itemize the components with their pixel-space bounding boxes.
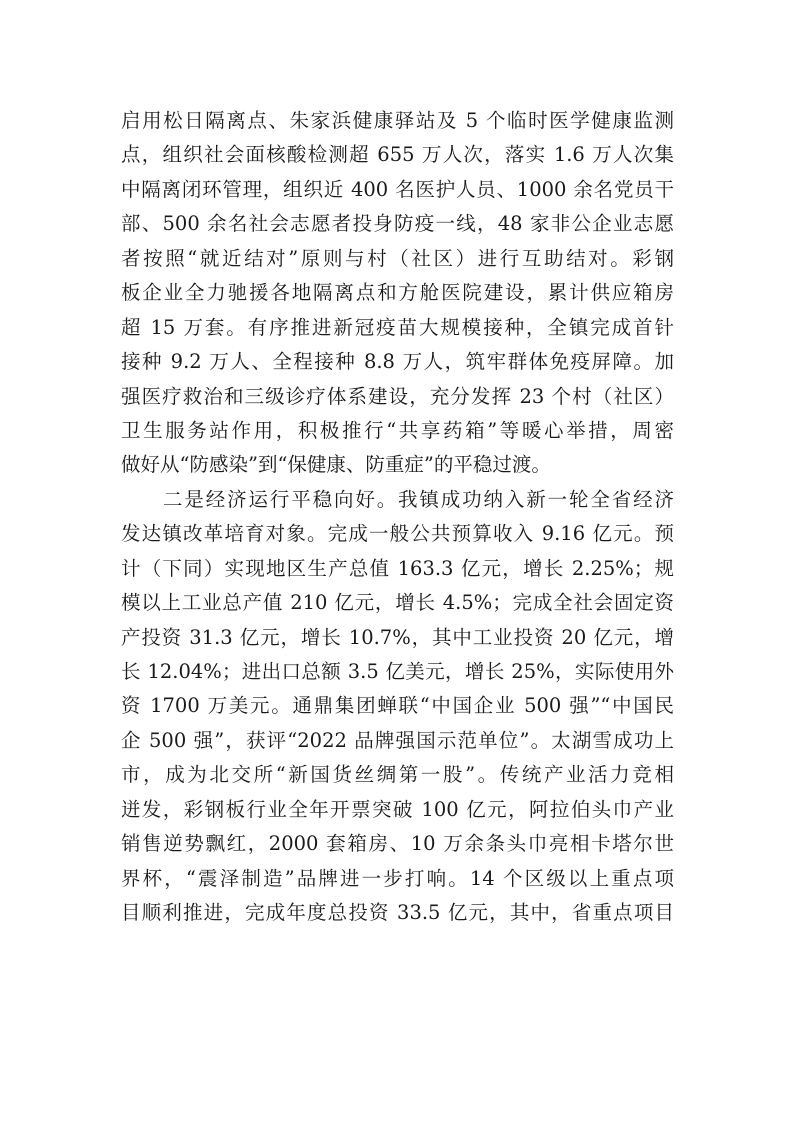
paragraph-line: 目顺利推进，完成年度总投资 33.5 亿元，其中，省重点项目 bbox=[121, 901, 674, 925]
paragraph-line: 界杯，“震泽制造”品牌进一步打响。14 个区级以上重点项 bbox=[121, 866, 674, 890]
paragraph-heading-line: 二是经济运行平稳向好。我镇成功纳入新一轮全省经济 bbox=[163, 487, 674, 511]
paragraph-line: 发达镇改革培育对象。完成一般公共预算收入 9.16 亿元。预 bbox=[121, 522, 674, 546]
paragraph-line: 长 12.04%；进出口总额 3.5 亿美元，增长 25%，实际使用外 bbox=[121, 660, 674, 683]
paragraph-line: 销售逆势飘红，2000 套箱房、10 万余条头巾亮相卡塔尔世 bbox=[121, 832, 674, 856]
paragraph-line: 做好从“防感染”到“保健康、防重症”的平稳过渡。 bbox=[121, 453, 551, 477]
paragraph-line: 超 15 万套。有序推进新冠疫苗大规模接种，全镇完成首针 bbox=[121, 315, 674, 339]
paragraph-line: 板企业全力驰援各地隔离点和方舱医院建设，累计供应箱房 bbox=[121, 281, 674, 305]
paragraph-line: 强医疗救治和三级诊疗体系建设，充分发挥 23 个村（社区） bbox=[121, 384, 674, 408]
paragraph-line: 模以上工业总产值 210 亿元，增长 4.5%；完成全社会固定资 bbox=[121, 591, 674, 615]
paragraph-line: 市，成为北交所“新国货丝绸第一股”。传统产业活力竞相 bbox=[121, 763, 674, 787]
paragraph-line: 计（下同）实现地区生产总值 163.3 亿元，增长 2.25%；规 bbox=[121, 556, 674, 580]
paragraph-line: 启用松日隔离点、朱家浜健康驿站及 5 个临时医学健康监测 bbox=[121, 109, 674, 132]
paragraph-line: 卫生服务站作用，积极推行“共享药箱”等暖心举措，周密 bbox=[121, 418, 674, 442]
paragraph-line: 资 1700 万美元。通鼎集团蝉联“中国企业 500 强”“中国民 bbox=[121, 694, 674, 718]
document-body bbox=[121, 104, 674, 931]
paragraph-line: 接种 9.2 万人、全程接种 8.8 万人，筑牢群体免疫屏障。加 bbox=[121, 350, 674, 374]
paragraph-line: 点，组织社会面核酸检测超 655 万人次，落实 1.6 万人次集 bbox=[121, 143, 674, 167]
paragraph-line: 中隔离闭环管理，组织近 400 名医护人员、1000 余名党员干 bbox=[121, 177, 674, 201]
paragraph-line: 部、500 余名社会志愿者投身防疫一线，48 家非公企业志愿 bbox=[121, 212, 674, 236]
paragraph-line: 迸发，彩钢板行业全年开票突破 100 亿元，阿拉伯头巾产业 bbox=[121, 797, 674, 821]
paragraph-line: 产投资 31.3 亿元，增长 10.7%，其中工业投资 20 亿元，增 bbox=[121, 625, 674, 649]
paragraph-line: 企 500 强”，获评“2022 品牌强国示范单位”。太湖雪成功上 bbox=[121, 728, 674, 752]
paragraph-line: 者按照“就近结对”原则与村（社区）进行互助结对。彩钢 bbox=[121, 246, 674, 270]
